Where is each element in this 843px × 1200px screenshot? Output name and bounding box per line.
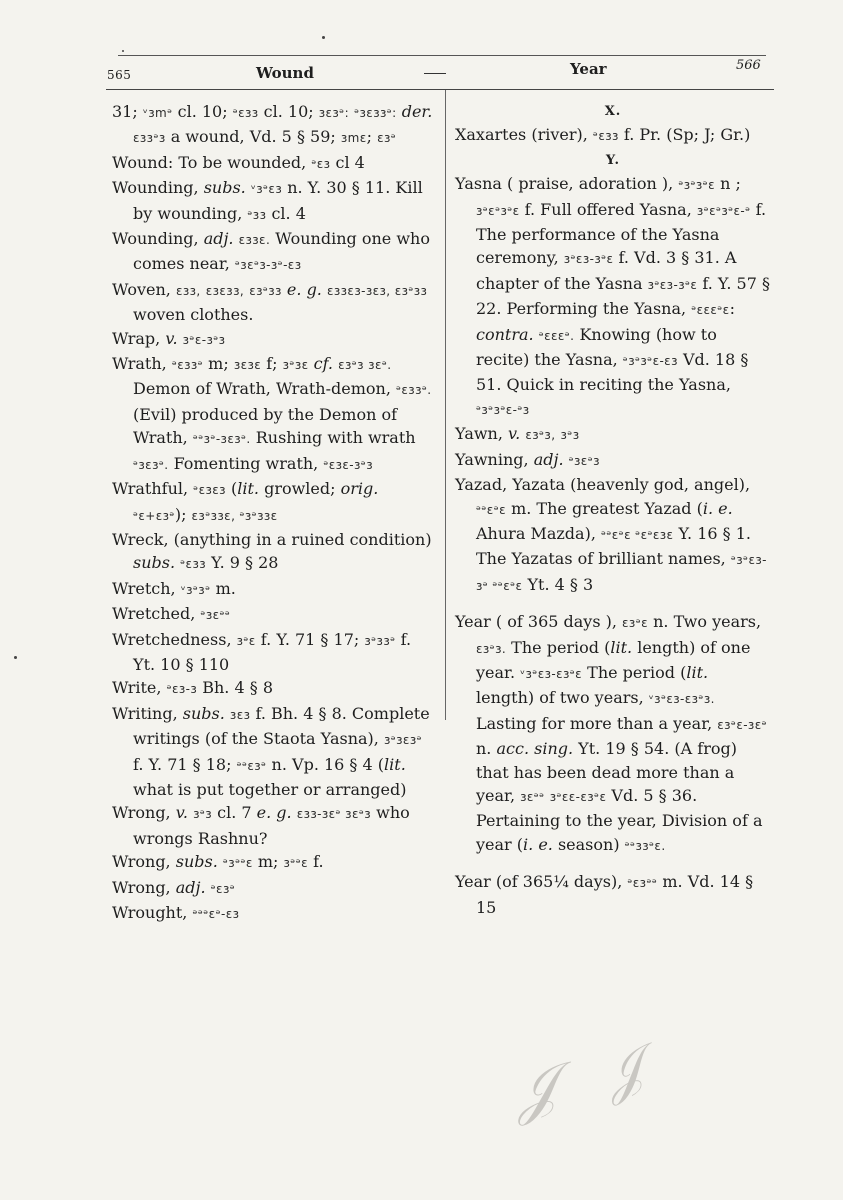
avestan-word: ɜɛɜᵊ: [318, 106, 350, 120]
dictionary-entry [112, 477, 434, 528]
entry-text: f. The performance of the Yasna ceremony, [476, 199, 767, 268]
dictionary-entry [112, 100, 434, 151]
entry-text: Wretchedness, [112, 629, 237, 649]
ink-speck [122, 50, 124, 52]
ink-speck [322, 36, 325, 39]
entry-text: Wrong, [112, 852, 176, 872]
avestan-word: ᵊɛ+ɛɜᵊ [133, 508, 175, 523]
entry-text: Year (of 365¼ days), [455, 872, 628, 892]
avestan-word: ᵊᵊɜᵊ-ɜɛɜᵊ. [192, 432, 251, 447]
italic-abbrev: v. [165, 328, 178, 348]
avestan-word: ᵊɛɜ-ɜ [166, 682, 198, 697]
avestan-word: ɛɜᵊɜɜɛ, ᵊɜᵊɜɜɛ [191, 508, 278, 523]
entry-text: Write, [112, 678, 167, 698]
avestan-word: ᵊɛɜɜᵊ [171, 358, 204, 373]
header-dash [424, 73, 446, 74]
section-letter: X. [604, 104, 622, 119]
dictionary-entry [112, 151, 434, 176]
entry-text: f. Pr. (Sp; J; Gr.) [618, 125, 751, 145]
dictionary-entry [455, 448, 771, 473]
avestan-word: ɜᵊɜɛ [282, 358, 309, 373]
avestan-word: ᵊɛɜɜ [180, 557, 207, 572]
dictionary-entry [112, 702, 434, 802]
dictionary-entry [455, 422, 771, 447]
entry-text: ); [174, 504, 192, 524]
avestan-word: ᵊɛɛɛᵊ. [538, 328, 575, 343]
entry-text: m. Vd. 14 § 15 [476, 872, 754, 917]
avestan-word: ᵊɛɜɜ [232, 106, 259, 120]
dictionary-entry [112, 676, 434, 701]
avestan-word: ɜᵊɛɜ-ɜᵊɛ [563, 252, 614, 267]
entry-text: Lasting for more than a year, [476, 713, 718, 733]
entry-text: ; [366, 127, 378, 147]
italic-abbrev: lit. [610, 637, 633, 657]
avestan-word: ᵊᵊɜɜᵊɛ. [624, 838, 666, 853]
entry-text: Xaxartes (river), [455, 125, 593, 145]
right-column [455, 100, 771, 919]
italic-abbrev: subs. [175, 852, 218, 872]
dictionary-entry [112, 352, 434, 477]
avestan-word: ɛɜɜᵊɜ [133, 131, 166, 146]
left-column [112, 100, 434, 926]
avestan-word: ᵊᵊɛɜᵊ [236, 758, 267, 773]
dictionary-entry [455, 473, 771, 598]
dictionary-entry [112, 528, 434, 577]
entry-text: The period ( [582, 662, 687, 682]
italic-abbrev: lit. [686, 662, 709, 682]
top-rule [118, 55, 766, 56]
avestan-word: ɜᵊɛᵊɜᵊɛ [476, 203, 520, 218]
dictionary-entry [112, 628, 434, 677]
entry-text: Wrought, [112, 903, 193, 922]
avestan-word: ᵊɛɜᵊ [210, 881, 236, 896]
avestan-word: ɜᵊɜ [193, 807, 213, 822]
entry-text: cl. 10; [258, 102, 319, 121]
dictionary-entry [455, 610, 771, 858]
section-letter: Y. [605, 152, 621, 168]
entry-text: Yasna ( praise, adoration ), [455, 174, 679, 194]
entry-text: cl. 4 [266, 203, 306, 223]
avestan-word: ᵊɜᵊᵊɛ [222, 856, 253, 871]
entry-text: n. Y. 30 § 11. Kill by wounding, [133, 178, 423, 223]
entry-text: n. [476, 739, 497, 759]
entry-text: m; [252, 852, 284, 872]
avestan-word: ᵊɜᵊɜᵊɛ-ᵊɜ [476, 402, 530, 417]
avestan-word: ɜᵊɛᵊɜᵊɛ-ᵊ [696, 203, 751, 218]
entry-text: Vd. 5 § 36. Pertaining to the year, Division of a year ( [476, 785, 763, 854]
dictionary-entry [112, 176, 434, 227]
entry-text: f. Yt. 10 § 110 [133, 629, 412, 674]
entry-text: Yawning, [455, 449, 534, 469]
avestan-word: ɜᵊɛ-ɜᵊɜ [182, 332, 226, 347]
entry-text: m. [210, 578, 236, 598]
entry-text: Y. 16 § 1. The Yazatas of brilliant names, [476, 523, 751, 569]
entry-text: length) of one year. [476, 637, 751, 682]
entry-text: f. [308, 852, 324, 872]
entry-text: 31; [112, 102, 143, 121]
avestan-word: ɛɜɜɛ. [238, 233, 271, 248]
avestan-word: ᵊɜɛᵊɜ-ɜᵊ-ɛɜ [234, 258, 302, 273]
avestan-word: ɛɜɜ, [175, 283, 201, 298]
italic-abbrev: orig. [340, 479, 379, 499]
entry-text: f; [261, 354, 283, 374]
avestan-word: ɜɛɜɛ [233, 358, 262, 373]
entry-text: cl. 7 [212, 803, 257, 823]
entry-text: n ; [714, 174, 741, 194]
avestan-word: ɜᵊɛɜ-ɜᵊɛ [647, 277, 698, 292]
entry-text: growled; [259, 479, 341, 499]
avestan-word: ɜɛɜ [229, 707, 251, 722]
dictionary-entry [112, 227, 434, 278]
entry-text: Writing, [112, 703, 183, 723]
entry-text: Yazad, Yazata (heavenly god, angel), [455, 475, 751, 495]
italic-abbrev: i. e. [702, 498, 733, 518]
entry-text: f. Full offered Yasna, [519, 199, 697, 219]
avestan-word: ᵊɜᵊɛɜ-ɜᵊ ᵊᵊɛᵊɛ [476, 553, 767, 593]
avestan-word: ᵊɛɜɜ [592, 129, 619, 144]
entry-text: Yt. 19 § 54. (A frog) that has been dead more than a year, [476, 739, 737, 805]
avestan-word: ɜᵊɜɜᵊ [364, 633, 396, 648]
italic-abbrev: subs. [133, 553, 176, 573]
italic-abbrev: subs. [182, 703, 225, 723]
avestan-word: ᵊɛɜᵊᵊ [627, 876, 658, 891]
entry-text: Wrathful, [112, 479, 194, 499]
running-head-right: Year [570, 60, 607, 78]
entry-text: Demon of Wrath, Wrath-demon, [133, 379, 396, 399]
entry-text: Knowing (how to recite) the Yasna, [476, 324, 717, 370]
avestan-word: ᵊᵊᵊɛᵊ-ɛɜ [192, 907, 240, 921]
dictionary-entry [112, 278, 434, 327]
avestan-word: ɛɜᵊɜ, [525, 428, 556, 443]
avestan-word: ᵊɜɛɜᵊ. [133, 457, 169, 472]
avestan-word: ɜᵊɜ [560, 428, 580, 443]
entry-text: Wrong, [112, 877, 176, 897]
avestan-word: ᵊɛɜɛɜ [193, 483, 226, 498]
entry-text: Wounding, [112, 229, 204, 249]
italic-abbrev: adj. [203, 229, 234, 249]
entry-text: season) [552, 834, 625, 854]
entry-text: f. Vd. 3 § 31. A chapter of the Yasna [476, 248, 737, 293]
entry-text: Wrath, [112, 354, 172, 374]
avestan-word: ᵛɜᵊɛɜ-ɛɜᵊɛ [520, 666, 583, 681]
entry-text: ( [225, 479, 238, 499]
avestan-word: ᵊᵊɛᵊɛ [476, 502, 506, 517]
avestan-word: ᵊɜᵊɜᵊɛ-ɛɜ [622, 354, 678, 369]
avestan-word: ᵊᵊɛᵊɛ ᵊɛᵊɛɜɛ [600, 527, 674, 542]
running-head-left: Wound [256, 64, 314, 82]
entry-text: Wounding, [112, 178, 204, 198]
italic-abbrev: e. g. [256, 803, 292, 823]
avestan-word: ᵊɜɛɜɜᵊ: [354, 106, 397, 120]
avestan-word: ɛɜᵊɜɜ [249, 283, 282, 298]
avestan-word: ᵊɜɛᵊᵊ [200, 608, 231, 623]
italic-abbrev: i. e. [523, 834, 553, 854]
entry-text: Bh. 4 § 8 [197, 678, 274, 698]
entry-text: Wretch, [112, 578, 181, 598]
italic-abbrev: acc. sing. [496, 739, 574, 759]
italic-abbrev: e. g. [286, 279, 322, 299]
entry-spacer [455, 598, 771, 610]
entry-text: Rushing with wrath [250, 428, 416, 448]
avestan-word: ᵊɜᵊɜᵊɛ [678, 178, 715, 193]
avestan-word: ɜᵊᵊɛ [283, 856, 308, 871]
avestan-word: ᵊɜɛᵊɜ [568, 453, 600, 468]
avestan-word: ɛɜɜɛɜ-ɜɛɜ, ɛɜᵊɜɜ [326, 283, 428, 298]
avestan-word: ɛɜɛɜɜ, [205, 283, 245, 298]
avestan-word: ᵛɜᵊɛɜ [250, 182, 283, 197]
entry-text: m; [203, 354, 234, 374]
pencil-mark: 𝒥 [596, 1035, 651, 1108]
ink-speck [14, 656, 17, 659]
entry-text: Yawn, [455, 424, 509, 444]
entry-text: Yt. 4 § 3 [522, 574, 594, 594]
entry-text: f. Y. 71 § 18; [133, 754, 237, 774]
entry-text: f. Bh. 4 § 8. Complete writings (of the Staota Yasna), [133, 703, 430, 749]
entry-text: Vd. 18 § 51. Quick in reciting the Yasna, [476, 350, 749, 395]
avestan-word: ɛɜᵊɛ-ɜɛᵊ [717, 717, 768, 732]
entry-text: f. Y. 57 § 22. Performing the Yasna, [476, 273, 770, 319]
dictionary-entry [112, 901, 434, 926]
avestan-word: ɛɜᵊɜ. [476, 641, 507, 656]
avestan-word: ɛɜᵊɛ [622, 616, 649, 631]
italic-abbrev: cf. [313, 354, 334, 374]
column-divider [445, 90, 446, 720]
avestan-word: ᵊɛɜɜᵊ. [396, 383, 432, 398]
entry-text: The period ( [506, 637, 611, 657]
avestan-word: ᵛɜᵊɜᵊ [180, 582, 211, 597]
dictionary-entry [455, 172, 771, 422]
italic-abbrev: contra. [476, 324, 534, 344]
entry-text: n. Two years, [648, 612, 762, 632]
dictionary-entry [112, 327, 434, 352]
italic-abbrev: subs. [203, 178, 246, 198]
dictionary-entry [455, 870, 771, 919]
entry-text: a wound, Vd. 5 § 59; [165, 127, 341, 147]
entry-spacer [455, 858, 771, 870]
entry-text: Wretched, [112, 604, 201, 624]
entry-text: Ahura Mazda), [476, 523, 601, 543]
entry-text: Fomenting wrath, [168, 453, 324, 473]
avestan-word: ᵊɛɜ [311, 156, 331, 171]
dictionary-entry [112, 876, 434, 901]
italic-abbrev: lit. [237, 479, 259, 499]
dictionary-entry [112, 801, 434, 850]
avestan-word: ɜᵊɛɛ-ɛɜᵊɛ [549, 789, 607, 804]
avestan-word: ɛɜᵊɜ ɜɛᵊ. [338, 358, 392, 373]
pencil-mark: 𝒥 [509, 1051, 563, 1129]
entry-text: Wrap, [112, 328, 166, 348]
entry-text: f. Y. 71 § 17; [255, 629, 365, 649]
avestan-word: ᵛɜᵊɛɜ-ɛɜᵊɜ. [648, 692, 715, 707]
italic-abbrev: der. [401, 102, 433, 121]
dictionary-entry [112, 577, 434, 602]
dictionary-entry [112, 850, 434, 875]
entry-text: : [729, 299, 735, 319]
entry-text: (Evil) produced by the Demon of Wrath, [133, 404, 398, 448]
avestan-word: ɜɛᵊᵊ [520, 789, 545, 804]
entry-text: cl. 10; [172, 102, 233, 121]
italic-abbrev: adj. [533, 449, 564, 469]
dictionary-entry [112, 602, 434, 627]
italic-abbrev: lit. [384, 754, 406, 774]
italic-abbrev: v. [508, 424, 521, 444]
avestan-word: ɜmɛ [340, 131, 367, 146]
avestan-word: ᵊɜɜ [247, 207, 267, 222]
entry-text: m. The greatest Yazad ( [505, 498, 703, 518]
entry-text: woven clothes. [133, 305, 254, 325]
avestan-word: ɜᵊɛ [236, 633, 256, 648]
header-rule [106, 89, 774, 90]
entry-text: Woven, [112, 279, 176, 299]
entry-text: Wound: To be wounded, [112, 152, 312, 172]
avestan-word: ᵊɛɛɛᵊɛ [691, 303, 730, 318]
entry-text: cl 4 [330, 152, 365, 172]
avestan-word: ᵊɛɜɛ-ɜᵊɜ [323, 457, 373, 472]
entry-text: Year ( of 365 days ), [455, 612, 623, 632]
entry-text: who wrongs Rashnu? [133, 803, 410, 848]
avestan-word: ᵛɜmᵊ [142, 106, 173, 120]
entry-text: Wreck, (anything in a ruined condition) [112, 529, 432, 549]
entry-text: Wrong, [112, 803, 176, 823]
page-number-left: 565 [107, 68, 132, 82]
entry-text: n. Vp. 16 § 4 ( [266, 754, 385, 774]
italic-abbrev: adj. [175, 877, 206, 897]
italic-abbrev: v. [175, 803, 188, 823]
page-number-right: 566 [736, 58, 761, 73]
dictionary-entry [455, 123, 771, 148]
avestan-word: ɛɜᵊ [377, 131, 397, 146]
entry-text: what is put together or arranged) [133, 779, 407, 799]
entry-text: length) of two years, [476, 688, 649, 708]
entry-text: Wounding one who comes near, [133, 229, 430, 274]
avestan-word: ɛɜɜ-ɜɛᵊ ɜɛᵊɜ [296, 807, 372, 822]
entry-text: Y. 9 § 28 [206, 553, 279, 573]
avestan-word: ɜᵊɜɛɜᵊ [383, 733, 423, 748]
